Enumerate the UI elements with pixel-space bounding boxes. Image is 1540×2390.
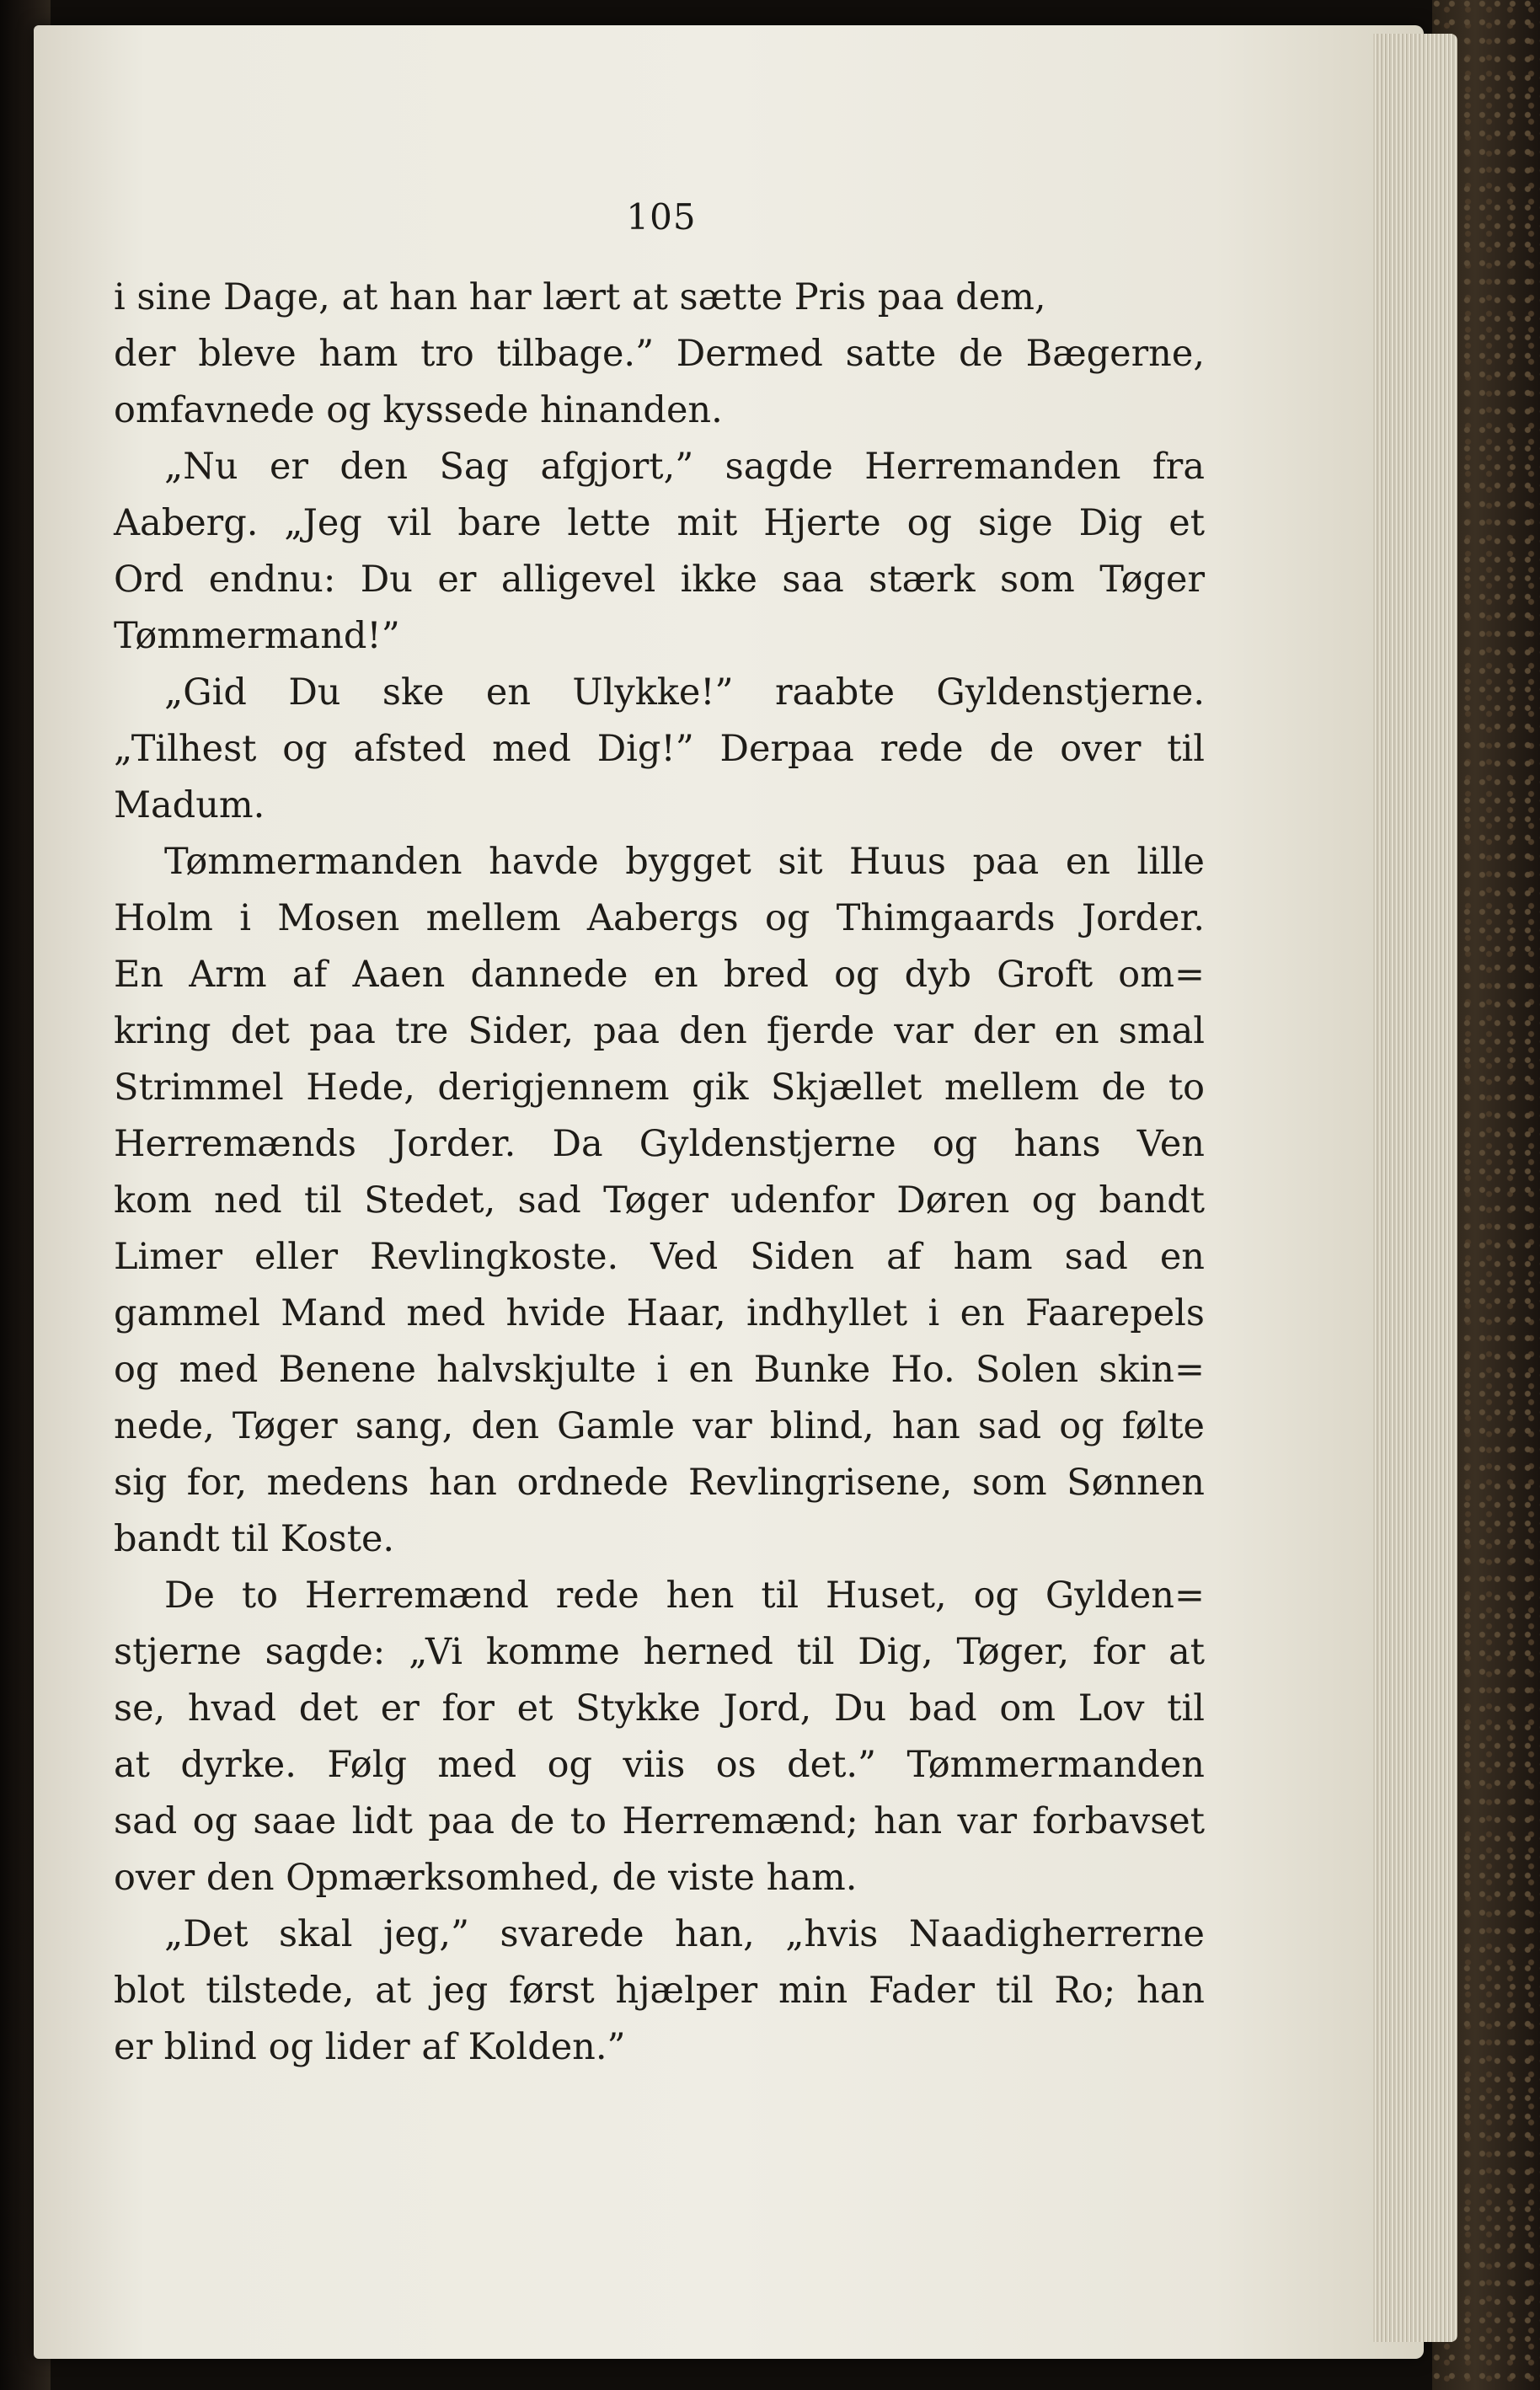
page-edges: [1373, 34, 1457, 2342]
text-line: stjerne sagde: „Vi komme herned til Dig, Tøger, for at: [114, 1631, 1205, 1673]
text-line: sig for, medens han ordnede Revlingrisene, som Sønnen: [114, 1462, 1205, 1504]
text-line: at dyrke. Følg med og viis os det.” Tømmermanden: [114, 1744, 1205, 1786]
text-line: bandt til Koste.: [114, 1518, 395, 1560]
text-line: der bleve ham tro tilbage.” Dermed satte de Bægerne,: [114, 333, 1205, 375]
text-line: Tømmermanden havde bygget sit Huus paa en lille: [164, 841, 1205, 883]
page-number: 105: [626, 196, 697, 238]
text-line: Aaberg. „Jeg vil bare lette mit Hjerte og sige Dig et: [114, 502, 1205, 544]
text-line: Tømmermand!”: [114, 615, 400, 657]
text-line: i sine Dage, at han har lært at sætte Pris paa dem,: [114, 276, 1046, 318]
text-line: „Gid Du ske en Ulykke!” raabte Gyldenstjerne.: [164, 671, 1205, 714]
text-line: se, hvad det er for et Stykke Jord, Du bad om Lov til: [114, 1687, 1205, 1730]
text-line: Strimmel Hede, derigjennem gik Skjællet mellem de to: [114, 1067, 1205, 1109]
text-block: [114, 270, 1205, 2076]
text-line: er blind og lider af Kolden.”: [114, 2026, 626, 2068]
text-line: kom ned til Stedet, sad Tøger udenfor Døren og bandt: [114, 1179, 1205, 1222]
text-line: „Tilhest og afsted med Dig!” Derpaa rede de over til: [114, 728, 1205, 770]
text-line: gammel Mand med hvide Haar, indhyllet i en Faarepels: [114, 1292, 1205, 1334]
text-line: og med Benene halvskjulte i en Bunke Ho. Solen skin=: [114, 1349, 1205, 1391]
text-line: Herremænds Jorder. Da Gyldenstjerne og hans Ven: [114, 1123, 1205, 1165]
text-line: nede, Tøger sang, den Gamle var blind, han sad og følte: [114, 1405, 1205, 1447]
text-line: Ord endnu: Du er alligevel ikke saa stærk som Tøger: [114, 559, 1205, 601]
text-line: Holm i Mosen mellem Aabergs og Thimgaards Jorder.: [114, 897, 1205, 939]
text-line: sad og saae lidt paa de to Herremænd; han var forbavset: [114, 1800, 1205, 1842]
text-line: kring det paa tre Sider, paa den fjerde var der en smal: [114, 1010, 1205, 1052]
text-line: omfavnede og kyssede hinanden.: [114, 389, 723, 431]
text-line: blot tilstede, at jeg først hjælper min Fader til Ro; han: [114, 1970, 1205, 2012]
text-line: „Nu er den Sag afgjort,” sagde Herremanden fra: [164, 446, 1205, 488]
text-line: De to Herremænd rede hen til Huset, og Gylden=: [164, 1575, 1205, 1617]
text-line: En Arm af Aaen dannede en bred og dyb Groft om=: [114, 954, 1205, 996]
text-line: Limer eller Revlingkoste. Ved Siden af ham sad en: [114, 1236, 1205, 1278]
text-line: „Det skal jeg,” svarede han, „hvis Naadigherrerne: [164, 1913, 1205, 1955]
text-line: over den Opmærksomhed, de viste ham.: [114, 1857, 858, 1899]
text-line: Madum.: [114, 784, 265, 826]
book-page: [34, 25, 1424, 2359]
